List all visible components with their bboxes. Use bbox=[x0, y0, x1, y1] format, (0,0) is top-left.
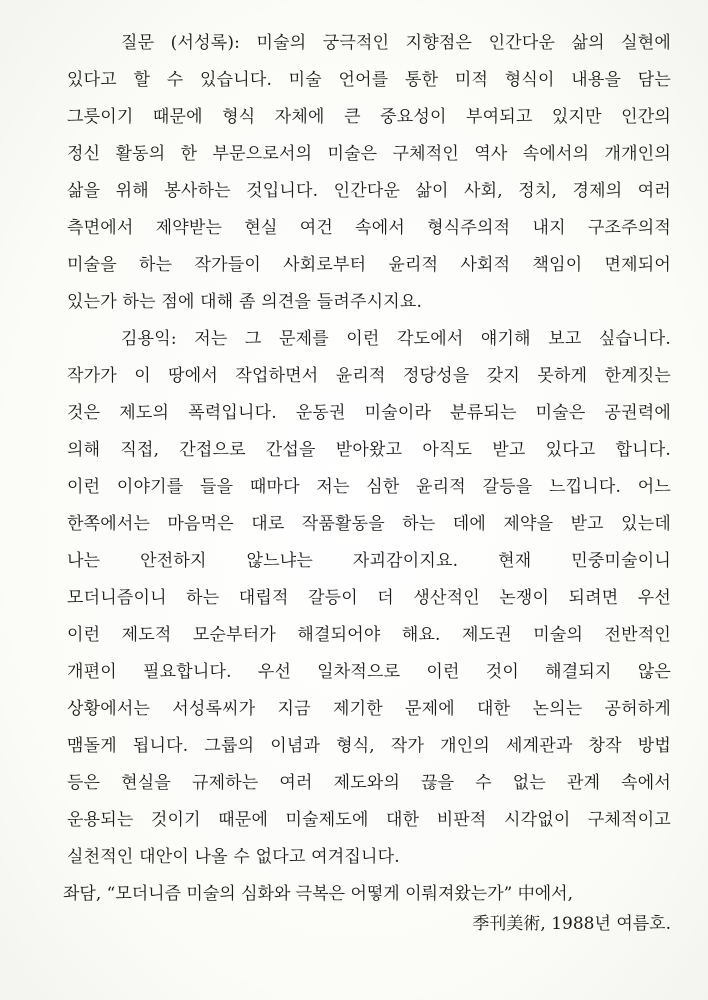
text-line: 질문 (서성록): 미술의 궁극적인 지향점은 인간다운 삶의 실현에 bbox=[121, 33, 671, 53]
text-line: 상황에서는 서성록씨가 지금 제기한 문제에 대한 논의는 공허하게 bbox=[67, 699, 671, 719]
text-line: 삶을 위해 봉사하는 것입니다. 인간다운 삶이 사회, 정치, 경제의 여러 bbox=[67, 181, 671, 201]
text-line: 미술을 하는 작가들이 사회로부터 윤리적 사회적 책임이 면제되어 bbox=[67, 255, 671, 275]
text-line: 맴돌게 됩니다. 그룹의 이념과 형식, 작가 개인의 세계관과 창작 방법 bbox=[67, 736, 671, 756]
text-line: 한쪽에서는 마음먹은 대로 작품활동을 하는 데에 제약을 받고 있는데 bbox=[67, 514, 671, 534]
text-line: 개편이 필요합니다. 우선 일차적으로 이런 것이 해결되지 않은 bbox=[67, 662, 671, 682]
text-line: 운용되는 것이기 때문에 미술제도에 대한 비판적 시각없이 구체적이고 bbox=[67, 810, 671, 830]
text-line: 김용익: 저는 그 문제를 이런 각도에서 얘기해 보고 싶습니다. bbox=[121, 329, 671, 349]
text-line: 의해 직접, 간접으로 간섭을 받아왔고 아직도 받고 있다고 합니다. bbox=[67, 440, 671, 460]
text-line: 것은 제도의 폭력입니다. 운동권 미술이라 분류되는 미술은 공권력에 bbox=[67, 403, 671, 423]
text-line: 작가가 이 땅에서 작업하면서 윤리적 정당성을 갖지 못하게 한계짓는 bbox=[67, 366, 671, 386]
citation-title: 좌담, “모더니즘 미술의 심화와 극복은 어떻게 이뤄져왔는가” 中에서, bbox=[63, 884, 573, 904]
text-line: 이런 이야기를 들을 때마다 저는 심한 윤리적 갈등을 느낍니다. 어느 bbox=[67, 477, 671, 497]
text-line: 있는가 하는 점에 대해 좀 의견을 들려주시지요. bbox=[67, 292, 423, 312]
text-line: 모더니즘이니 하는 대립적 갈등이 더 생산적인 논쟁이 되려면 우선 bbox=[67, 588, 671, 608]
text-line: 있다고 할 수 있습니다. 미술 언어를 통한 미적 형식이 내용을 담는 bbox=[67, 70, 671, 90]
text-line: 등은 현실을 규제하는 여러 제도와의 끊을 수 없는 관계 속에서 bbox=[67, 773, 671, 793]
text-line: 측면에서 제약받는 현실 여건 속에서 형식주의적 내지 구조주의적 bbox=[67, 218, 671, 238]
citation-source: 季刊美術, 1988년 여름호. bbox=[472, 914, 671, 934]
text-line: 이런 제도적 모순부터가 해결되어야 해요. 제도권 미술의 전반적인 bbox=[67, 625, 671, 645]
text-line: 실천적인 대안이 나올 수 없다고 여겨집니다. bbox=[67, 847, 400, 867]
text-line: 나는 안전하지 않느냐는 자괴감이지요. 현재 민중미술이니 bbox=[67, 551, 671, 571]
text-line: 그릇이기 때문에 형식 자체에 큰 중요성이 부여되고 있지만 인간의 bbox=[67, 107, 671, 127]
text-line: 정신 활동의 한 부문으로서의 미술은 구체적인 역사 속에서의 개개인의 bbox=[67, 144, 671, 164]
